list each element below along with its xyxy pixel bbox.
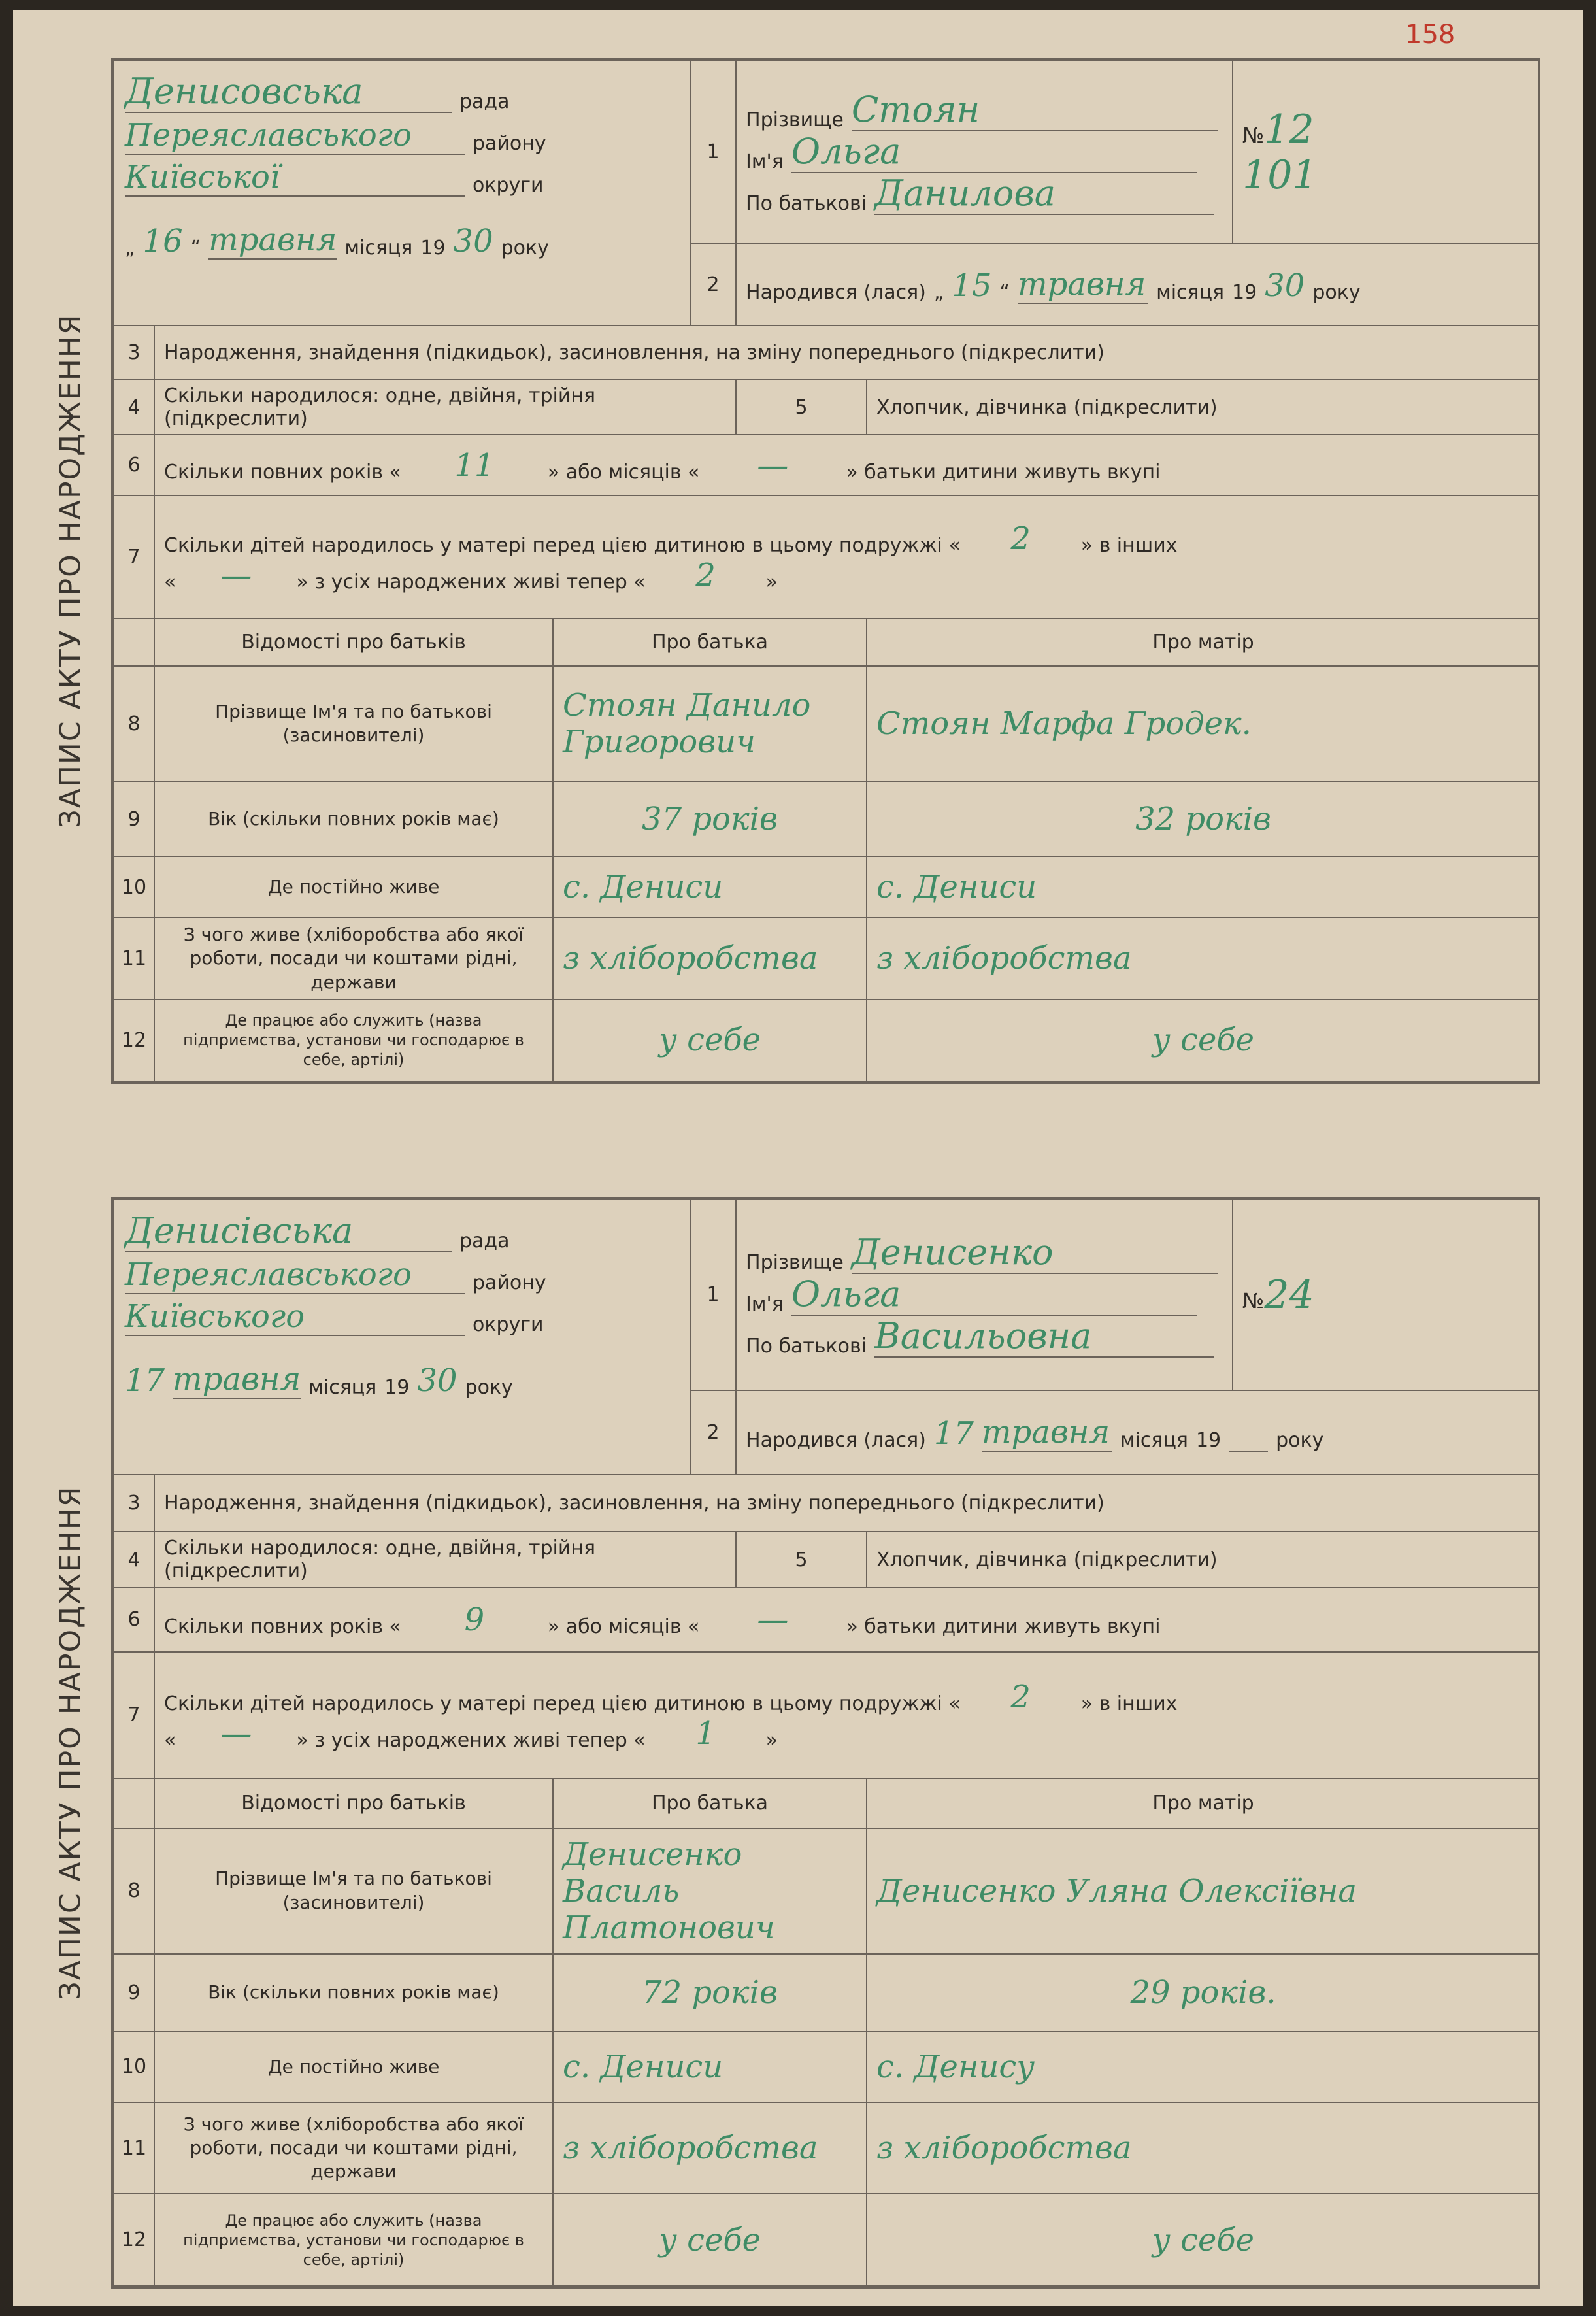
document-sheet [13, 10, 1583, 2306]
record-table: Денисовська рада Переяславського району Київської округи „ 16 “ травня місяця 19 30 року 1 Прізвище Стоян Ім'я Ольга По батькові Данилова №12 101 2 Народився (лася) „ 15 “ травня місяця 19 30 року 3 Народження, знайдення (підкидьок), засиновлення, на зміну попереднього (підкреслити) 4 Скільки народилося: одне, двійня, трійня (підкреслити) 5 Хлопчик, дівчинка (підкреслити) 6 Скільки повних років « 11 » або місяців « — » батьки дитини живуть вкупі 7 Скільки дітей народилось у матері перед цією дитиною в цьому подружжі « 2 » в інших « — » з усіх народжених живі тепер « 2 » Відомості про батьків Про батька Про матір 8 Прізвище Ім'я та по батькові (засиновителі) Стоян Данило Григорович Стоян Марфа Гродек. 9 Вік (скільки повних років має) 37 років 32 років 10 Де постійно живе с. Дениси с. Дениси 11 З чого живе (хліборобства або якої роботи, посади чи коштами рідні, держави з хліборобства з хліборобства 12 Де працює або служить (назва підприємства, установи чи господарює в себе, артілі) у себе у себе [113, 59, 1540, 1082]
father-age: 37 років [553, 782, 867, 857]
mother-residence: с. Денису [867, 2032, 1540, 2102]
father-work: у себе [553, 999, 867, 1081]
father-work: у себе [553, 2194, 867, 2286]
birth-date: Народився (лася) „ 15 “ травня місяця 19 30 року [736, 244, 1540, 326]
record-number: №12 101 [1233, 60, 1540, 244]
mother-occupation: з хліборобства [867, 918, 1540, 999]
sex-row: Хлопчик, дівчинка (підкреслити) [867, 380, 1540, 434]
mother-header: Про матір [867, 618, 1540, 666]
side-title: ЗАПИС АКТУ ПРО НАРОДЖЕННЯ [54, 313, 88, 828]
birth-record-2 [54, 1197, 1540, 2289]
father-name: Денисенко Василь Платонович [553, 1828, 867, 1954]
sheet-number: 158 [1405, 20, 1455, 50]
marriage-duration-row: Скільки повних років « 9 » або місяців « — » батьки дитини живуть вкупі [154, 1588, 1540, 1651]
birth-date: Народився (лася) 17 травня місяця 19 року [736, 1390, 1540, 1475]
sex-row: Хлопчик, дівчинка (підкреслити) [867, 1532, 1540, 1588]
record-table: Денисівська рада Переяславського району Київського округи 17 травня місяця 19 30 року 1 Прізвище Денисенко Ім'я Ольга По батькові Васильовна №24 2 Народився (лася) 17 травня місяця 19 року 3 Народження, знайдення (підкидьок), засиновлення, на зміну попереднього (підкреслити) 4 Скільки народилося: одне, двійня, трійня (підкреслити) 5 Хлопчик, дівчинка (підкреслити) 6 Скільки повних років « 9 » або місяців « — » батьки дитини живуть вкупі 7 Скільки дітей народилось у матері перед цією дитиною в цьому подружжі « 2 » в інших « — » з усіх народжених живі тепер « 1 » Відомості про батьків Про батька Про матір 8 Прізвище Ім'я та по батькові (засиновителі) Денисенко Василь Платонович Денисенко Уляна Олексіївна 9 Вік (скільки повних років має) 72 років 29 років. 10 Де постійно живе с. Дениси с. Денису 11 З чого живе (хліборобства або якої роботи, посади чи коштами рідні, держави з хліборобства з хліборобства 12 Де працює або служить (назва підприємства, установи чи господарює в себе, артілі) у себе у себе [113, 1199, 1540, 2287]
registry-place: Денисовська рада Переяславського району Київської округи „ 16 “ травня місяця 19 30 року [114, 60, 690, 326]
birth-type-row: Народження, знайдення (підкидьок), засиновлення, на зміну попереднього (підкреслити) [154, 1475, 1540, 1531]
child-name-block: Прізвище Стоян Ім'я Ольга По батькові Данилова [736, 60, 1233, 244]
mother-age: 29 років. [867, 1954, 1540, 2032]
parents-header: Відомості про батьків [154, 618, 553, 666]
mother-residence: с. Дениси [867, 856, 1540, 918]
birth-type-row: Народження, знайдення (підкидьок), засиновлення, на зміну попереднього (підкреслити) [154, 326, 1540, 380]
father-occupation: з хліборобства [553, 918, 867, 999]
multiplicity-row: Скільки народилося: одне, двійня, трійня (підкреслити) [154, 1532, 736, 1588]
children-count-row: Скільки дітей народилось у матері перед цією дитиною в цьому подружжі « 2 » в інших « — » з усіх народжених живі тепер « 1 » [154, 1652, 1540, 1779]
father-header: Про батька [553, 1779, 867, 1828]
child-name-block: Прізвище Денисенко Ім'я Ольга По батькові Васильовна [736, 1200, 1233, 1390]
father-age: 72 років [553, 1954, 867, 2032]
father-residence: с. Дениси [553, 856, 867, 918]
mother-occupation: з хліборобства [867, 2102, 1540, 2194]
record-number: №24 [1233, 1200, 1540, 1390]
registry-place: Денисівська рада Переяславського району Київського округи 17 травня місяця 19 30 року [114, 1200, 690, 1475]
father-residence: с. Дениси [553, 2032, 867, 2102]
mother-name: Стоян Марфа Гродек. [867, 666, 1540, 782]
multiplicity-row: Скільки народилося: одне, двійня, трійня (підкреслити) [154, 380, 736, 434]
marriage-duration-row: Скільки повних років « 11 » або місяців « — » батьки дитини живуть вкупі [154, 435, 1540, 496]
father-header: Про батька [553, 618, 867, 666]
side-title: ЗАПИС АКТУ ПРО НАРОДЖЕННЯ [54, 1485, 88, 2000]
mother-age: 32 років [867, 782, 1540, 857]
birth-record-1 [54, 58, 1540, 1084]
father-name: Стоян Данило Григорович [553, 666, 867, 782]
mother-work: у себе [867, 2194, 1540, 2286]
mother-header: Про матір [867, 1779, 1540, 1828]
mother-work: у себе [867, 999, 1540, 1081]
father-occupation: з хліборобства [553, 2102, 867, 2194]
mother-name: Денисенко Уляна Олексіївна [867, 1828, 1540, 1954]
parents-header: Відомості про батьків [154, 1779, 553, 1828]
children-count-row: Скільки дітей народилось у матері перед цією дитиною в цьому подружжі « 2 » в інших « — » з усіх народжених живі тепер « 2 » [154, 495, 1540, 618]
